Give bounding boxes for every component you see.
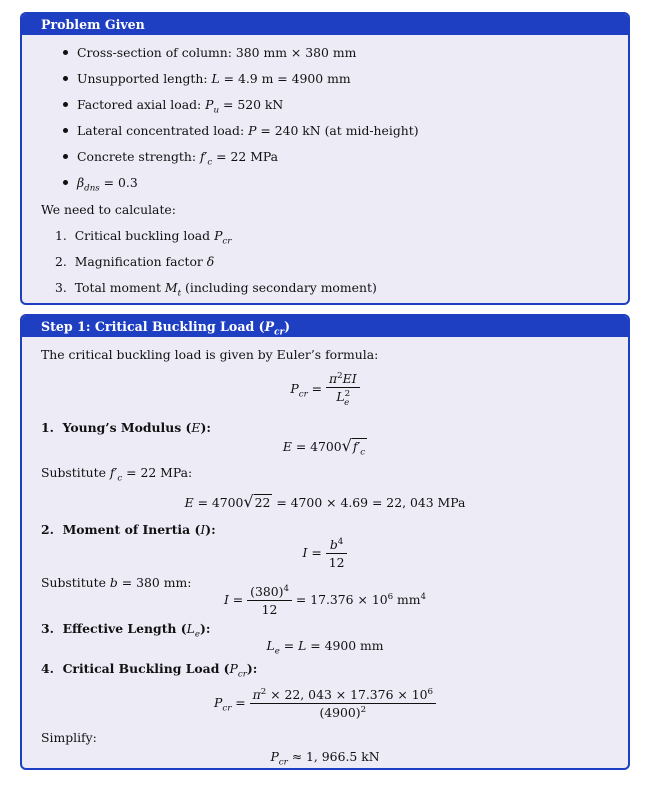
bullet-item-cross-section: Cross-section of column: 380 mm × 380 mm — [63, 45, 356, 60]
task-item-1: 1. Critical buckling load $P_{cr}$ — [55, 228, 232, 247]
critical-buckling-load-equation: $P_{cr}$ = $\frac{\pi^2 \times 22, 043 \times 17.376 \times 10^6}{(4900)^2}$ — [22, 687, 628, 720]
task-item-3: 3. Total moment $M_t$ (including secondary moment) — [55, 280, 377, 299]
euler-intro-text: The critical buckling load is given by Euler’s formula: — [41, 347, 379, 362]
heading-youngs-modulus: 1. Young’s Modulus (E): — [41, 420, 211, 435]
step1-box — [20, 314, 630, 770]
problem-given-title: Problem Given — [22, 14, 628, 35]
task-item-2: 2. Magnification factor δ — [55, 254, 215, 269]
bullet-dot-icon — [63, 102, 68, 107]
bullet-item-concrete-strength: Concrete strength: $f'_c = 22$ MPa — [63, 149, 278, 167]
youngs-modulus-equation: $E = 4700√f'_c$ — [282, 436, 366, 458]
bullet-item-beta: $\beta_{dns} = 0.3$ — [63, 175, 138, 193]
critical-buckling-load-result: $P_{cr} \approx 1$, 966.5 kN — [270, 749, 380, 768]
bullet-dot-icon — [63, 76, 68, 81]
heading-critical-buckling-load: 4. Critical Buckling Load $(P_{cr})$: — [41, 661, 258, 680]
problem-given-box — [20, 12, 630, 305]
youngs-modulus-calc: E = 4700√22 = 4700 × 4.69 = 22, 043 MPa — [184, 492, 466, 511]
bullet-dot-icon — [63, 180, 68, 185]
bullet-dot-icon — [63, 128, 68, 133]
substitute-fc-text: Substitute $f'_c = 22$ MPa: — [41, 465, 193, 484]
bullet-dot-icon — [63, 154, 68, 159]
step1-title: Step 1: Critical Buckling Load $(P_{cr})$ — [22, 316, 628, 337]
simplify-text: Simplify: — [41, 730, 97, 745]
heading-effective-length: 3. Effective Length $(L_e)$: — [41, 621, 211, 640]
euler-equation: $P_{cr}$ = $\frac{\pi^2EI}{L^2_e}$ — [22, 371, 628, 408]
intro-text: We need to calculate: — [41, 202, 176, 217]
heading-moment-of-inertia: 2. Moment of Inertia (I): — [41, 522, 216, 537]
bullet-item-length: Unsupported length: L = 4.9 m = 4900 mm — [63, 71, 351, 86]
substitute-b-text: Substitute b = 380 mm: — [41, 575, 192, 590]
bullet-dot-icon — [63, 50, 68, 55]
bullet-item-axial-load: Factored axial load: $P_u = 520$ kN — [63, 97, 283, 115]
moment-of-inertia-calc: I = $\frac{(380)^4}{12}$ = $17.376 \times 10^6$ $mm^4$ — [223, 584, 427, 618]
moment-of-inertia-equation: I = $\frac{b^4}{12}$ — [22, 537, 628, 570]
effective-length-equation: $L_e = L = 4900$ mm — [266, 638, 384, 657]
bullet-item-lateral-load: Lateral concentrated load: P = 240 kN (at mid-height) — [63, 123, 419, 138]
